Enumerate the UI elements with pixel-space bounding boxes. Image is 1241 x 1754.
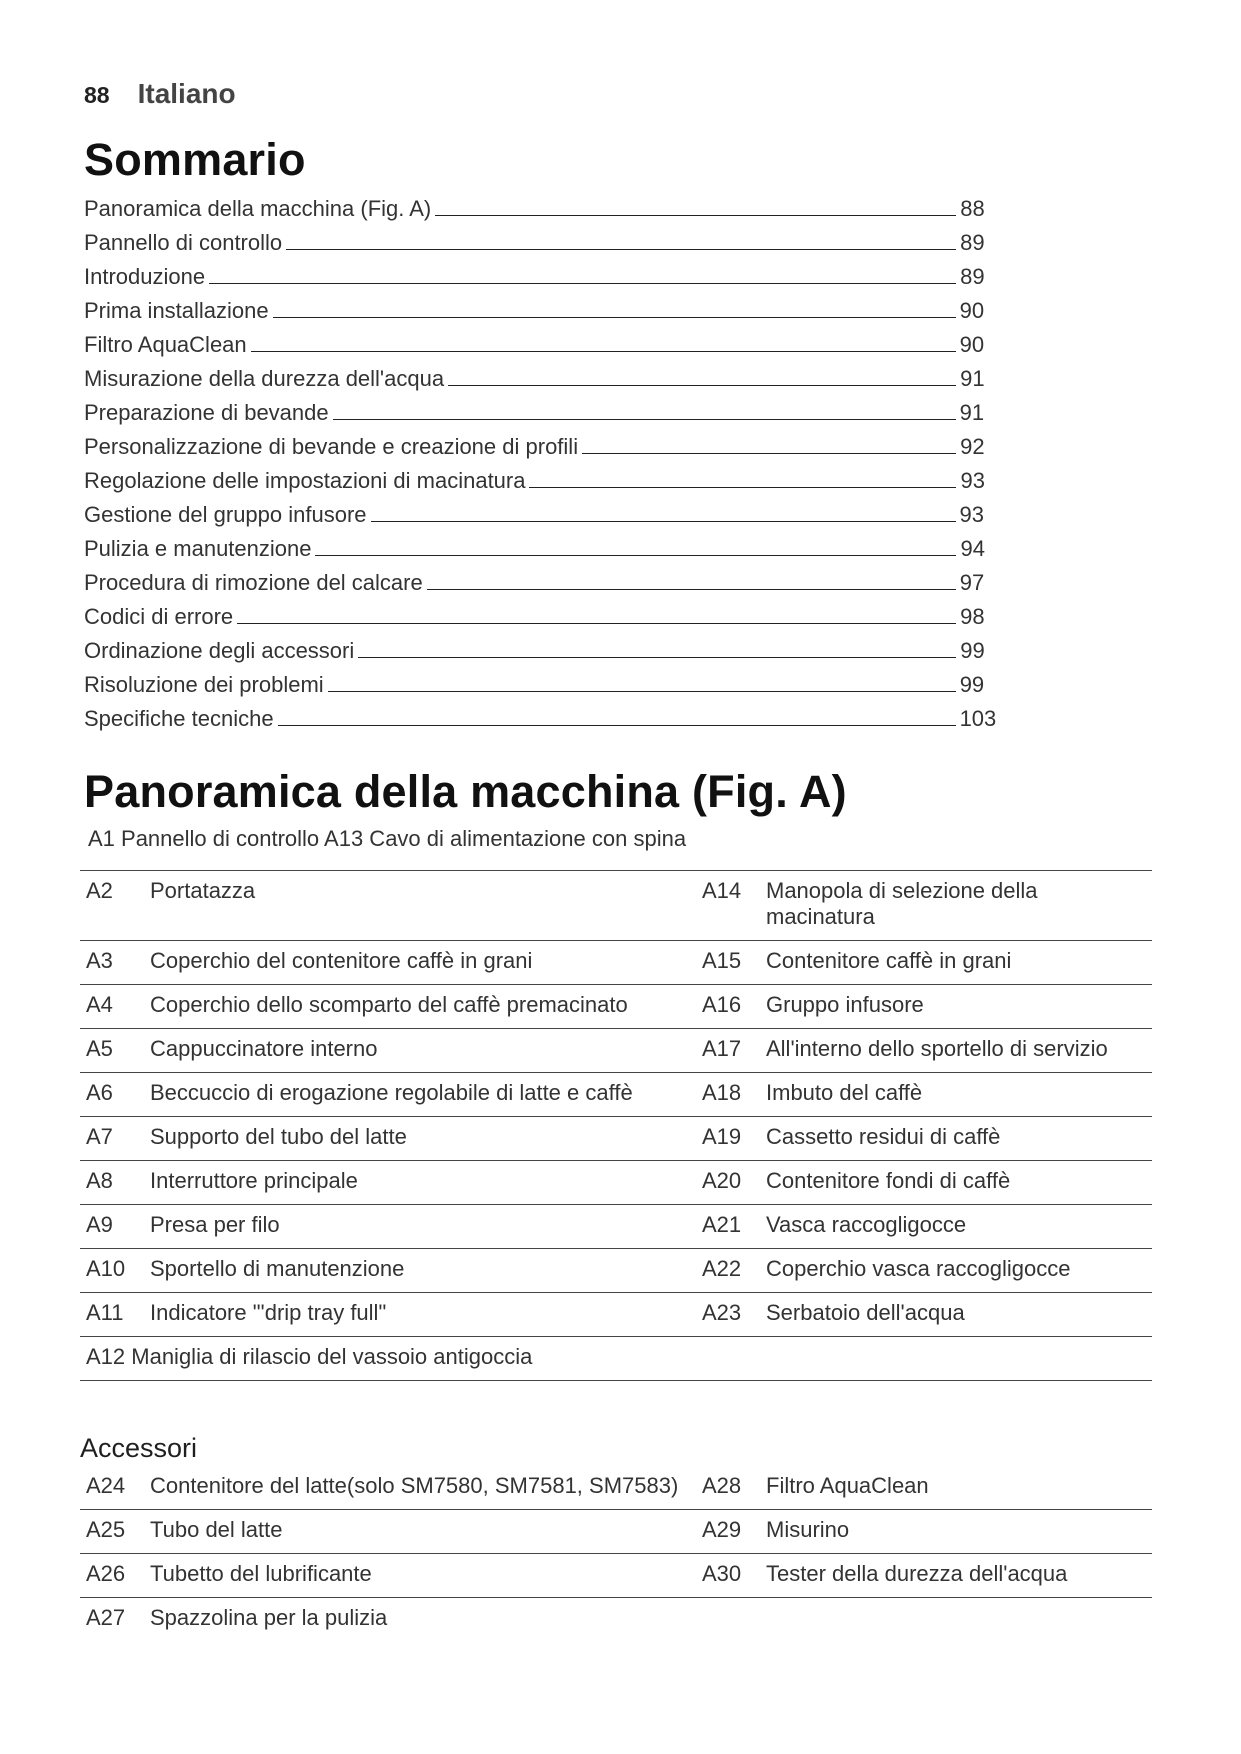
toc-entry-label: Introduzione [84,264,206,289]
parts-row [80,1249,1152,1293]
part-code [696,1598,760,1642]
part-code: A11 [80,1293,144,1337]
toc-entry-label: Pulizia e manutenzione [84,536,312,561]
parts-row [80,1293,1152,1337]
parts-row [80,1205,1152,1249]
part-name: All'interno dello sportello di servizio [760,1029,1152,1073]
toc-leader-line [582,452,956,454]
toc-entry-label: Personalizzazione di bevande e creazione di profili [84,434,579,459]
part-code: A27 [80,1598,144,1642]
part-code: A26 [80,1554,144,1598]
part-name: Tester della durezza dell'acqua [760,1554,1152,1598]
parts-row [80,985,1152,1029]
part-name: Gruppo infusore [760,985,1152,1029]
parts-row [80,1554,1152,1598]
part-code: A14 [696,871,760,941]
part-code: A29 [696,1510,760,1554]
part-code: A28 [702,1473,742,1498]
toc-entry-page: 94 [960,536,985,561]
part-name: Manopola di selezione della macinatura [760,871,1152,941]
part-code: A30 [696,1554,760,1598]
toc-entry-page: 99 [960,638,985,663]
toc-entry-page: 99 [959,672,985,697]
parts-row [80,1510,1152,1554]
toc-entry-label: Risoluzione dei problemi [84,672,324,697]
part-name: Contenitore del latte(solo SM7580, SM7581, SM7583) [150,1473,679,1498]
toc-entry [84,664,1164,698]
part-code: A20 [696,1161,760,1205]
parts-row [80,1161,1152,1205]
toc-entry-label: Specifiche tecniche [84,706,274,731]
toc-leader-line [273,316,956,318]
part-name: Cappuccinatore interno [144,1029,696,1073]
part-code: A25 [80,1510,144,1554]
part-name: Coperchio vasca raccogligocce [760,1249,1152,1293]
toc-entry [84,494,1164,528]
accessories-title: Accessori [80,1433,198,1463]
parts-row [80,941,1152,985]
toc-leader-line [237,622,956,624]
part-code: A6 [80,1073,144,1117]
parts-row [80,1073,1152,1117]
part-code: A24 [86,1473,126,1498]
parts-row [80,1337,1152,1381]
part-name: Filtro AquaClean [766,1473,929,1498]
part-code: A7 [80,1117,144,1161]
toc-entry-page: 90 [959,298,985,323]
part-name: Beccuccio di erogazione regolabile di latte e caffè [144,1073,696,1117]
toc-leader-line [529,486,956,488]
part-name: Imbuto del caffè [760,1073,1152,1117]
part-code: A16 [696,985,760,1029]
toc-entry-label: Preparazione di bevande [84,400,329,425]
part-name: Spazzolina per la pulizia [144,1598,696,1642]
toc-entry-page: 93 [959,502,985,527]
part-code: A5 [80,1029,144,1073]
part-code: A22 [696,1249,760,1293]
toc-leader-line [286,248,956,250]
toc-entry-page: 88 [960,196,985,221]
page-header [84,78,236,110]
toc-entry [84,188,1164,222]
toc-entry [84,630,1164,664]
toc-entry [84,358,1164,392]
toc-entry-label: Pannello di controllo [84,230,283,255]
toc-entry [84,290,1164,324]
part-name: Contenitore fondi di caffè [760,1161,1152,1205]
part-name: Coperchio del contenitore caffè in grani [144,941,696,985]
toc-entry [84,562,1164,596]
toc-leader-line [358,656,956,658]
toc-entry-label: Gestione del gruppo infusore [84,502,367,527]
part-name: Contenitore caffè in grani [760,941,1152,985]
toc-leader-line [371,520,956,522]
parts-row [80,871,1152,941]
toc-entry-label: Codici di errore [84,604,234,629]
toc-entry-label: Misurazione della durezza dell'acqua [84,366,445,391]
part-name: Portatazza [144,871,696,941]
part-code: A15 [696,941,760,985]
toc-leader-line [427,588,956,590]
parts-row [80,1029,1152,1073]
part-code: A9 [80,1205,144,1249]
toc-entry [84,222,1164,256]
part-code: A4 [80,985,144,1029]
accessories-table [80,1466,1152,1641]
toc-entry-label: Procedura di rimozione del calcare [84,570,423,595]
part-name: Interruttore principale [144,1161,696,1205]
toc-leader-line [333,418,956,420]
toc-entry-label: Prima installazione [84,298,269,323]
toc-leader-line [328,690,956,692]
parts-row [80,1117,1152,1161]
toc-entry [84,392,1164,426]
toc-entry-page: 91 [960,366,985,391]
part-code: A18 [696,1073,760,1117]
toc-entry-page: 93 [960,468,985,493]
toc-entry [84,528,1164,562]
toc-entry [84,460,1164,494]
toc-entry-label: Filtro AquaClean [84,332,247,357]
toc-entry-label: Ordinazione degli accessori [84,638,355,663]
page-number: 88 [84,82,110,108]
overview-title: Panoramica della macchina (Fig. A) [84,766,847,817]
toc-entry [84,698,1164,732]
part-name: Supporto del tubo del latte [144,1117,696,1161]
part-code: A8 [80,1161,144,1205]
part-code: A2 [80,871,144,941]
toc-leader-line [435,214,956,216]
parts-row [80,1466,1152,1510]
part-name: Tubetto del lubrificante [144,1554,696,1598]
toc-title: Sommario [84,134,306,185]
toc-entry-page: 89 [960,230,985,255]
language-label: Italiano [137,78,236,109]
toc-leader-line [278,724,956,726]
part-name: Coperchio dello scomparto del caffè premacinato [144,985,696,1029]
toc-leader-line [251,350,956,352]
part-name: Cassetto residui di caffè [760,1117,1152,1161]
part-code: A3 [80,941,144,985]
toc-entry-page: 91 [959,400,985,425]
part-name: Misurino [760,1510,1152,1554]
part-code: A21 [696,1205,760,1249]
toc-leader-line [209,282,956,284]
toc-entry [84,256,1164,290]
toc-entry-page: 98 [960,604,985,629]
part-name: Sportello di manutenzione [144,1249,696,1293]
toc-entry-page: 92 [960,434,985,459]
part-name: Tubo del latte [144,1510,696,1554]
overview-intro: A1 Pannello di controllo A13 Cavo di alimentazione con spina [88,826,687,851]
toc-entry [84,324,1164,358]
toc-entry-page: 103 [959,706,997,731]
part-code: A17 [696,1029,760,1073]
part-name: Indicatore "'drip tray full" [144,1293,696,1337]
toc-entry-page: 90 [959,332,985,357]
toc-entry-page: 97 [959,570,985,595]
part-name: Vasca raccogligocce [760,1205,1152,1249]
toc-entry [84,596,1164,630]
toc-entry-label: Regolazione delle impostazioni di macinatura [84,468,526,493]
toc-leader-line [315,554,956,556]
part-code: A10 [80,1249,144,1293]
part-code: A19 [696,1117,760,1161]
table-of-contents [84,188,1164,732]
part-code: A23 [696,1293,760,1337]
part-name: A12 Maniglia di rilascio del vassoio antigoccia [80,1337,1152,1381]
toc-leader-line [448,384,956,386]
toc-entry-label: Panoramica della macchina (Fig. A) [84,196,432,221]
toc-entry [84,426,1164,460]
parts-table [80,870,1152,1381]
part-name: Presa per filo [144,1205,696,1249]
toc-entry-page: 89 [960,264,985,289]
part-name: Serbatoio dell'acqua [760,1293,1152,1337]
part-name [760,1598,1152,1642]
parts-row [80,1598,1152,1642]
